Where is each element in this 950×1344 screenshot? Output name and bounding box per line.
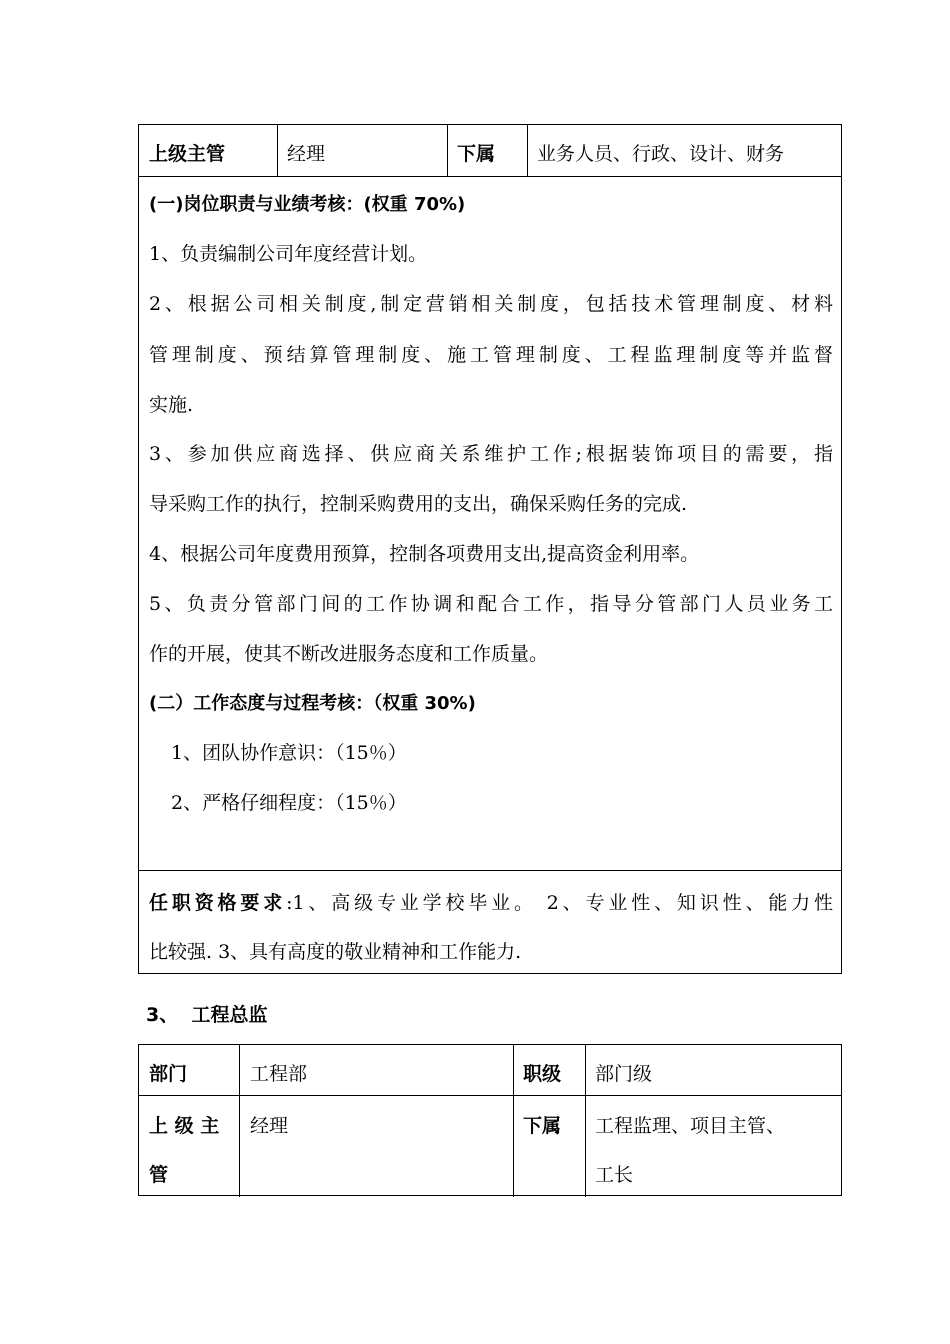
table-divider: [447, 125, 448, 176]
qualification-line: [149, 888, 833, 915]
table-divider: [139, 870, 841, 871]
table-divider: [139, 1095, 841, 1096]
attitude-item: 1、团队协作意识：（15％）: [171, 742, 407, 764]
level-value: 部门级: [595, 1063, 653, 1085]
supervisor-value: 经理: [287, 143, 326, 165]
subordinate-value: 工长: [595, 1164, 634, 1186]
engineering-director-table: [138, 1044, 842, 1196]
subordinate-label: 下属: [457, 143, 496, 165]
table-divider: [139, 176, 841, 177]
supervisor-label: 上级主管: [149, 143, 226, 165]
duty-line: 作的开展，使其不断改进服务态度和工作质量。: [149, 643, 549, 665]
responsibilities-table: [138, 124, 842, 974]
qualification-label: 任职资格要求: [149, 892, 287, 914]
duty-line: 导采购工作的执行，控制采购费用的支出，确保采购任务的完成.: [149, 493, 688, 515]
subordinate-value: 工程监理、项目主管、: [595, 1115, 786, 1137]
section2-title: (二）工作态度与过程考核：（权重 30%): [149, 693, 476, 714]
duty-line: 2、根据公司相关制度,制定营销相关制度，包括技术管理制度、材料: [149, 293, 833, 315]
duty-line: 实施.: [149, 394, 194, 416]
table-divider: [585, 1045, 586, 1197]
duty-line: 4、根据公司年度费用预算，控制各项费用支出,提高资金利用率。: [149, 543, 700, 565]
duty-line: 3、参加供应商选择、供应商关系维护工作;根据装饰项目的需要，指: [149, 443, 833, 465]
duty-line: 管理制度、预结算管理制度、施工管理制度、工程监理制度等并监督: [149, 344, 833, 366]
supervisor-value: 经理: [250, 1115, 289, 1137]
dept-value: 工程部: [250, 1063, 308, 1085]
table-divider: [513, 1045, 514, 1197]
duty-line: 5、负责分管部门间的工作协调和配合工作，指导分管部门人员业务工: [149, 593, 833, 615]
section-heading: 3、 工程总监: [146, 1004, 268, 1026]
attitude-item: 2、严格仔细程度：（15％）: [171, 792, 407, 814]
duty-line: 1、负责编制公司年度经营计划。: [149, 243, 428, 265]
subordinate-value: 业务人员、行政、设计、财务: [537, 143, 785, 165]
table-divider: [277, 125, 278, 176]
section1-title: (一)岗位职责与业绩考核：(权重 70%): [149, 194, 466, 215]
dept-label: 部门: [149, 1063, 188, 1085]
table-divider: [239, 1045, 240, 1197]
supervisor-label: 管: [149, 1164, 169, 1186]
subordinate-label: 下属: [523, 1115, 562, 1137]
table-divider: [527, 125, 528, 176]
supervisor-label: 上 级 主: [149, 1115, 220, 1137]
qualification-text: :1、高级专业学校毕业。 2、专业性、知识性、能力性: [286, 892, 833, 914]
level-label: 职级: [523, 1063, 562, 1085]
qualification-line: 比较强. 3、具有高度的敬业精神和工作能力.: [149, 941, 522, 963]
